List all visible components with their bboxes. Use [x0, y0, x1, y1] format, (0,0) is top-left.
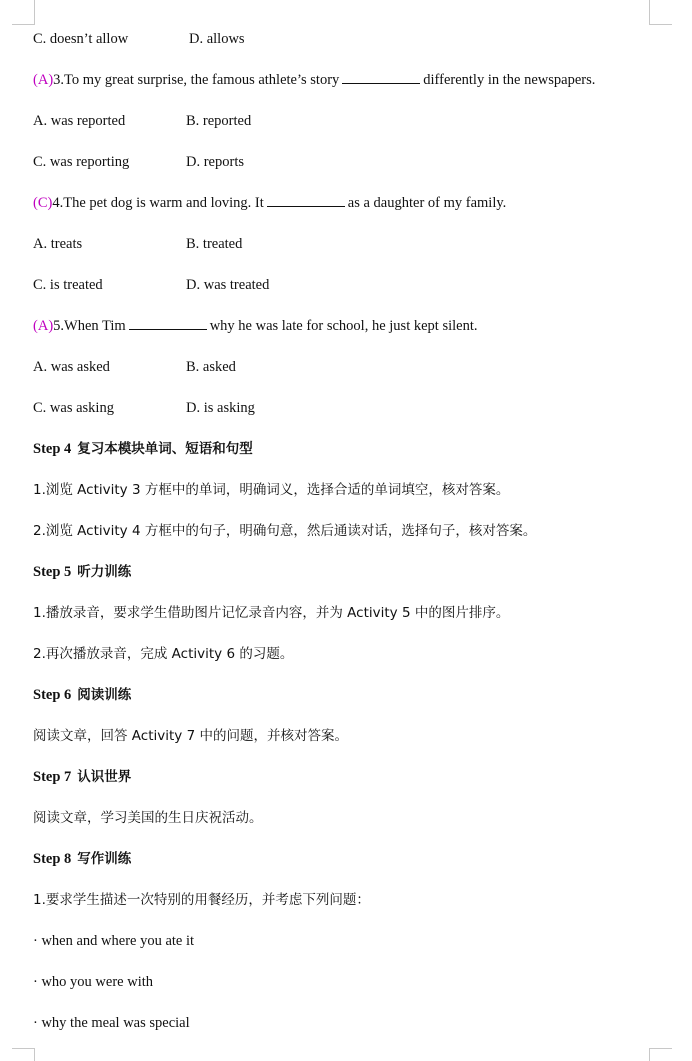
step-7-heading: Step 7 认识世界 — [33, 769, 132, 785]
question-5: (A)5.When Tim why he was late for school, he just kept silent. — [33, 318, 478, 334]
q4-options-ab — [33, 235, 243, 253]
step-5-item-2: 2.再次播放录音，完成 Activity 6 的习题。 — [33, 646, 294, 662]
step-6-title: 阅读训练 — [77, 687, 132, 703]
q4-option-b: B. treated — [186, 236, 243, 252]
step-6-heading: Step 6 阅读训练 — [33, 687, 132, 703]
q3-stem-before: To my great surprise, the famous athlete’s story — [64, 72, 340, 88]
q5-stem-after: why he was late for school, he just kept silent. — [209, 318, 478, 334]
q5-blank — [129, 317, 207, 330]
step-4-item-2: 2.浏览 Activity 4 方框中的句子，明确句意，然后通读对话，选择句子，核对答案。 — [33, 523, 537, 539]
q2-option-d: D. allows — [189, 31, 245, 47]
step-5-item-1: 1.播放录音，要求学生借助图片记忆录音内容，并为 Activity 5 中的图片排序。 — [33, 605, 510, 621]
step-5-title: 听力训练 — [77, 564, 132, 580]
q4-option-a: A. treats — [33, 236, 83, 252]
page-corner-mark-bottom-left — [12, 1048, 35, 1061]
step-8-heading: Step 8 写作训练 — [33, 851, 132, 867]
q3-option-c: C. was reporting — [33, 154, 130, 170]
q2-option-c: C. doesn’t allow — [33, 31, 129, 47]
q2-options-cd — [33, 30, 245, 48]
q5-option-b: B. asked — [186, 359, 236, 375]
step-5-heading: Step 5 听力训练 — [33, 564, 132, 580]
q4-options-cd — [33, 276, 270, 294]
q5-options-cd — [33, 399, 255, 417]
question-4: (C)4.The pet dog is warm and loving. It as a daughter of my family. — [33, 195, 507, 211]
q3-options-ab — [33, 112, 252, 130]
q3-option-a: A. was reported — [33, 113, 126, 129]
q4-option-d: D. was treated — [186, 277, 270, 293]
step-8-bullet-1: · when and where you ate it — [33, 933, 195, 949]
q4-option-c: C. is treated — [33, 277, 103, 293]
page-corner-mark-top-right — [649, 0, 672, 25]
q4-stem-after: as a daughter of my family. — [347, 195, 507, 211]
q5-option-c: C. was asking — [33, 400, 114, 416]
q3-stem-after: differently in the newspapers. — [423, 72, 596, 88]
step-4-title: 复习本模块单词、短语和句型 — [77, 441, 253, 457]
q4-answer: C — [37, 195, 48, 211]
step-4-item-1: 1.浏览 Activity 3 方框中的单词，明确词义，选择合适的单词填空，核对答案。 — [33, 482, 510, 498]
q3-answer: A — [37, 72, 49, 88]
q4-blank — [267, 194, 345, 207]
q5-option-a: A. was asked — [33, 359, 110, 375]
q3-blank — [342, 71, 420, 84]
step-7-item-1: 阅读文章，学习美国的生日庆祝活动。 — [33, 810, 263, 826]
q5-number: 5. — [53, 318, 65, 334]
step-6-item-1: 阅读文章，回答 Activity 7 中的问题，并核对答案。 — [33, 728, 348, 744]
q4-number: 4. — [52, 195, 64, 211]
step-8-title: 写作训练 — [77, 851, 132, 867]
page-corner-mark-bottom-right — [649, 1048, 672, 1061]
page-corner-mark-top-left — [12, 0, 35, 25]
q4-stem-before: The pet dog is warm and loving. It — [63, 195, 264, 211]
step-8-bullet-2: · who you were with — [33, 974, 154, 990]
q5-answer: A — [37, 318, 49, 334]
q3-option-b: B. reported — [186, 113, 252, 129]
q3-options-cd — [33, 153, 244, 171]
q5-options-ab — [33, 358, 236, 376]
q3-number: 3. — [53, 72, 65, 88]
q5-stem-before: When Tim — [64, 318, 126, 334]
q5-option-d: D. is asking — [186, 400, 255, 416]
q3-option-d: D. reports — [186, 154, 244, 170]
step-7-title: 认识世界 — [77, 769, 132, 785]
step-8-bullet-3: · why the meal was special — [33, 1015, 190, 1031]
step-4-heading: Step 4 复习本模块单词、短语和句型 — [33, 441, 253, 457]
step-8-item-1: 1.要求学生描述一次特别的用餐经历，并考虑下列问题： — [33, 892, 370, 908]
question-3: (A)3.To my great surprise, the famous athlete’s story differently in the newspapers. — [33, 72, 596, 88]
